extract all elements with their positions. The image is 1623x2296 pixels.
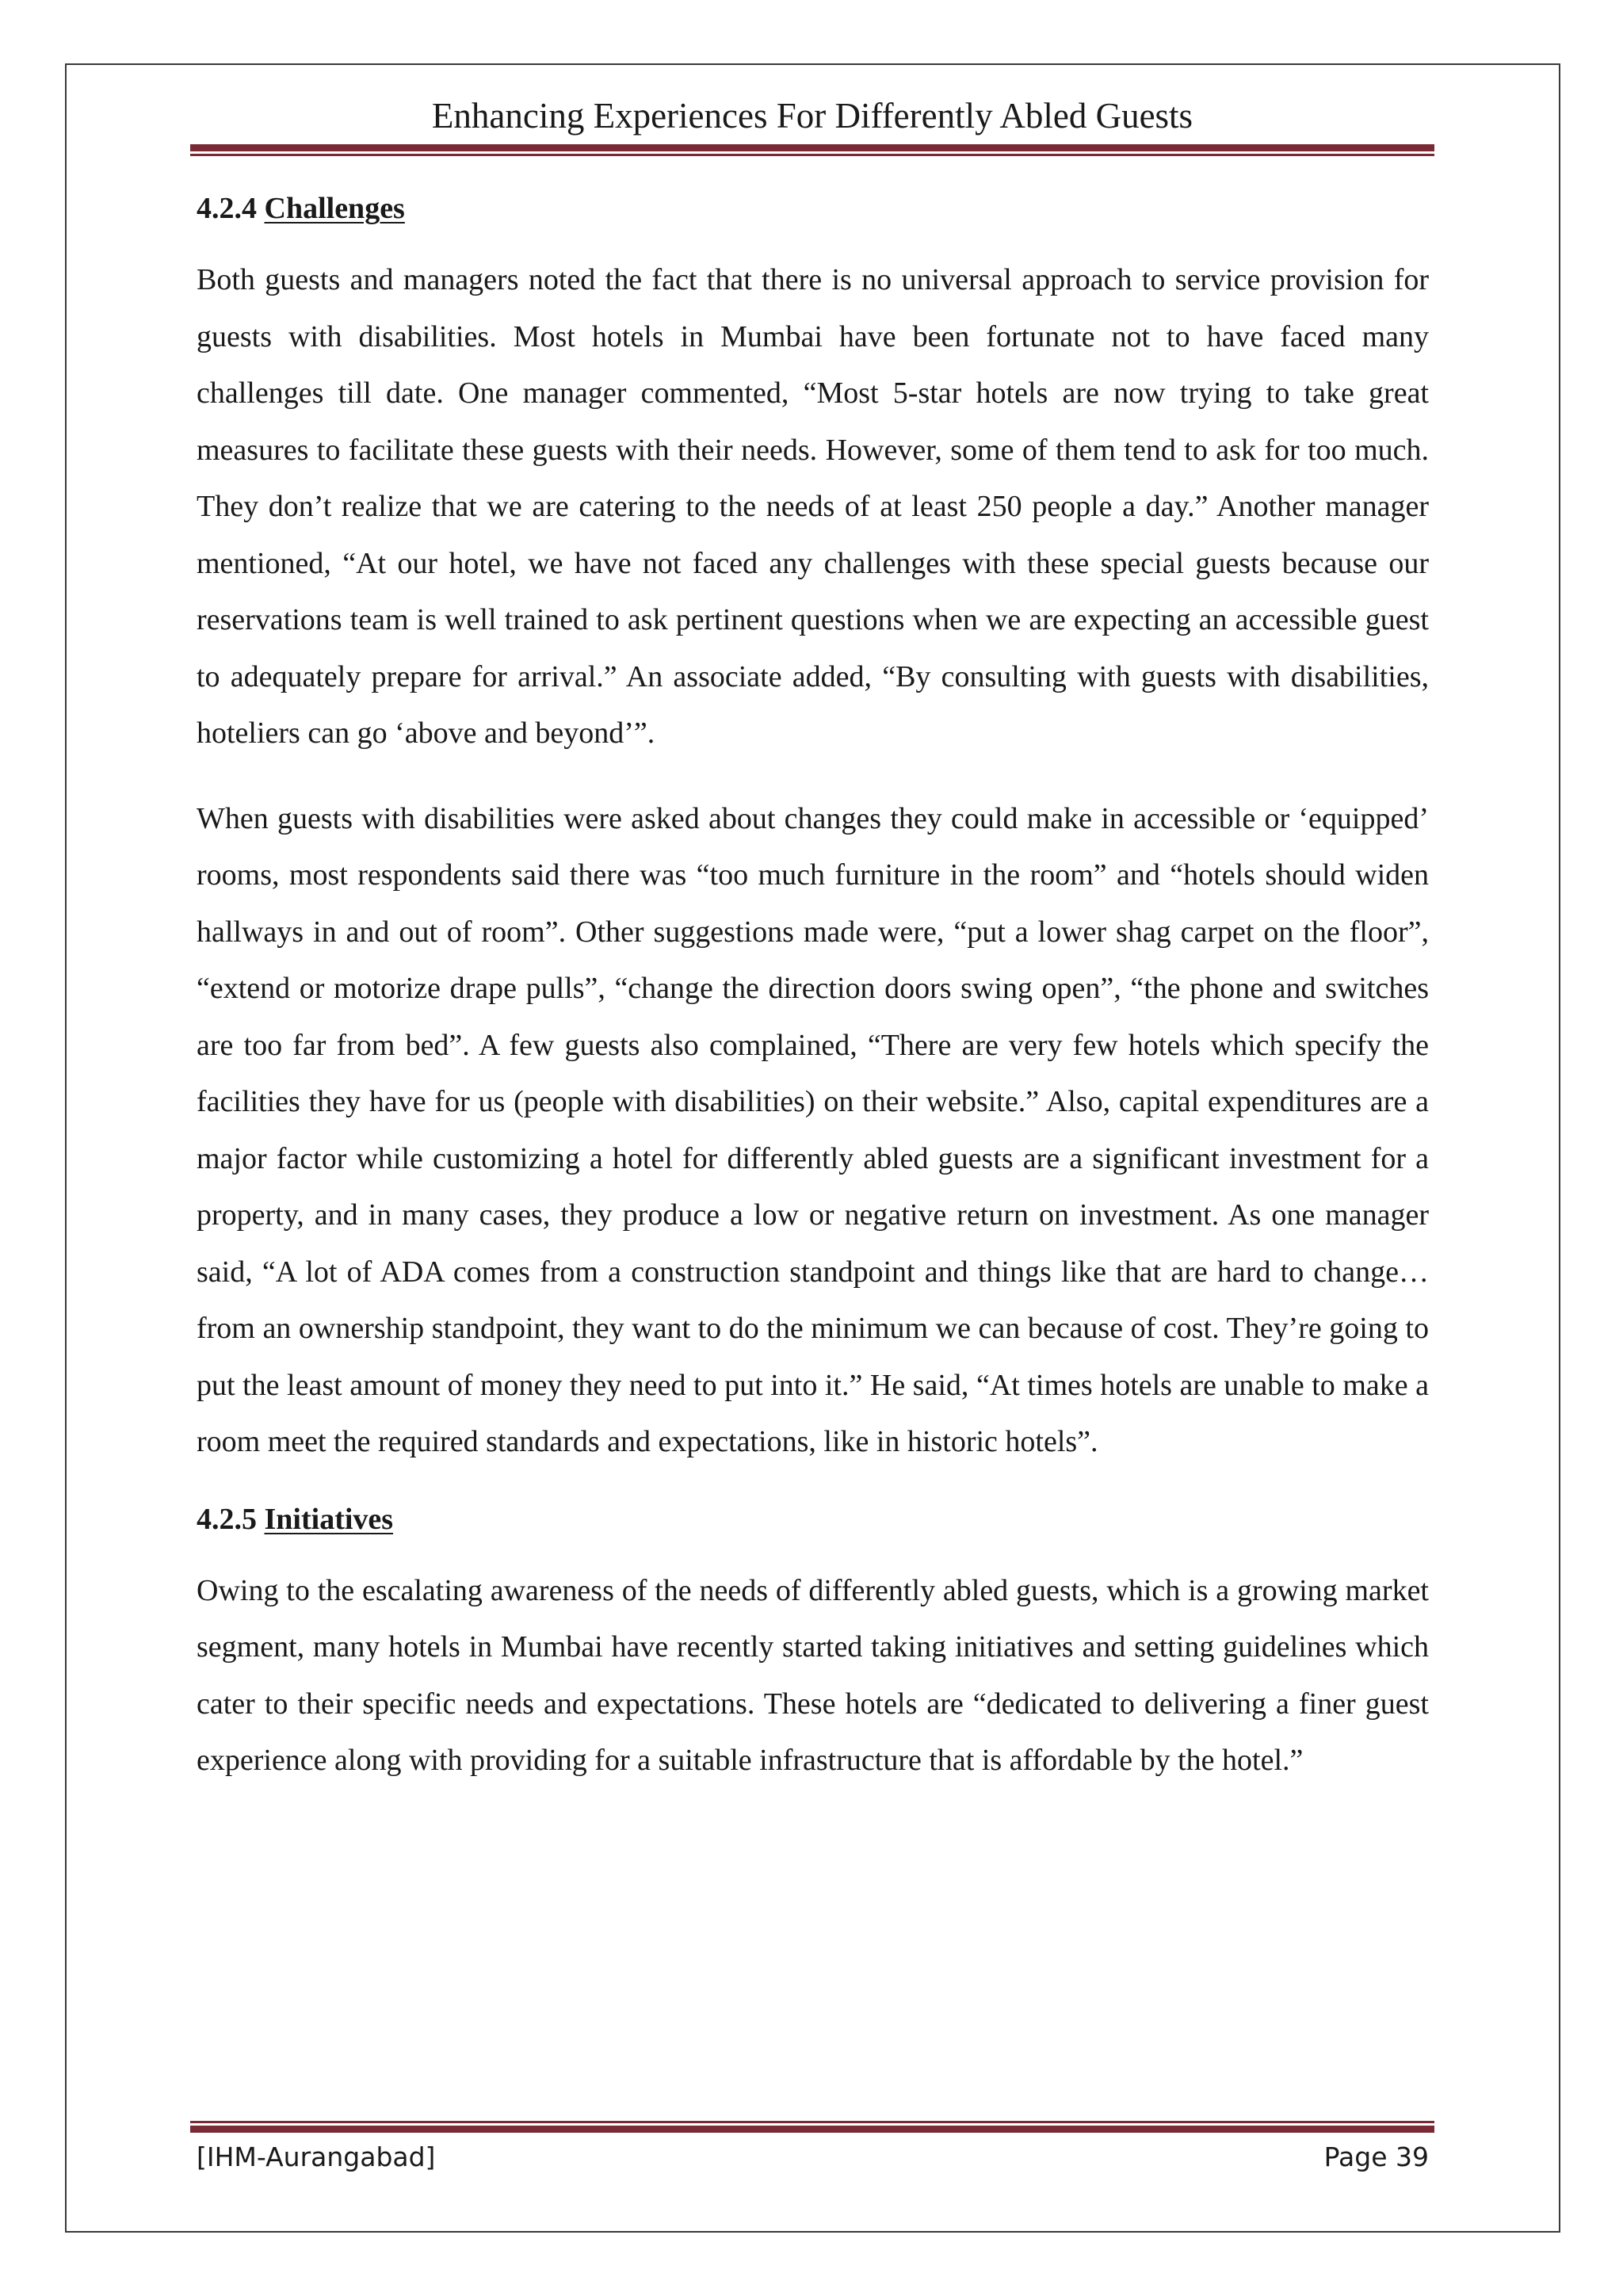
paragraph: Both guests and managers noted the fact that there is no universal approach to service provision for guests with disabilities. Most hotels in Mumbai have been fortunate not to have faced many challenges till date. One manager commented, “Most 5-star hotels are now trying to take great measures to facilitate these guests with their needs. However, some of them tend to ask for too much. They don’t realize that we are catering to the needs of at least 250 people a day.” Another manager mentioned, “At our hotel, we have not faced any challenges with these special guests because our reservations team is well trained to ask pertinent questions when we are expecting an accessible guest to adequately prepare for arrival.” An associate added, “By consulting with guests with disabilities, hoteliers can go ‘above and beyond’”.	[197, 263, 1429, 750]
paragraph: Owing to the escalating awareness of the needs of differently abled guests, which is a growing market segment, many hotels in Mumbai have recently started taking initiatives and setting guidelines which cater to their specific needs and expectations. These hotels are “dedicated to delivering a finer guest experience along with providing for a suitable infrastructure that is affordable by the hotel.”	[197, 1573, 1429, 1777]
section-number: 4.2.5	[197, 1502, 257, 1536]
section-number: 4.2.4	[197, 192, 257, 225]
paragraph: When guests with disabilities were asked about changes they could make in accessible or ‘equipped’ rooms, most respondents said there was “too much furniture in the room” and “hotels should widen hallways in and out of room”. Other suggestions made were, “put a lower shag carpet on the floor”, “extend or motorize drape pulls”, “change the direction doors swing open”, “the phone and switches are too far from bed”. A few guests also complained, “There are very few hotels which specify the facilities they have for us (people with disabilities) on their website.” Also, capital expenditures are a major factor while customizing a hotel for differently abled guests are a significant investment for a property, and in many cases, they produce a low or negative return on investment. As one manager said, “A lot of ADA comes from a construction standpoint and things like that are hard to change…from an ownership standpoint, they want to do the minimum we can because of cost. They’re going to put the least amount of money they need to put into it.” He said, “At times hotels are unable to make a room meet the required standards and expectations, like in historic hotels”.	[197, 801, 1429, 1458]
footer-institution: [IHM-Aurangabad]	[197, 2141, 436, 2172]
section-heading	[197, 1499, 1429, 1539]
section-title: Challenges	[264, 192, 405, 225]
running-header-title: Enhancing Experiences For Differently Abled Guests	[431, 96, 1193, 136]
header-rule	[190, 144, 1434, 156]
section-title: Initiatives	[264, 1502, 394, 1536]
footer-rule	[190, 2121, 1434, 2133]
section-heading	[197, 189, 1429, 228]
page-number: Page 39	[1323, 2141, 1429, 2172]
section-challenges	[197, 189, 1429, 1471]
section-initiatives	[197, 1499, 1429, 1790]
page-content	[197, 189, 1429, 1818]
